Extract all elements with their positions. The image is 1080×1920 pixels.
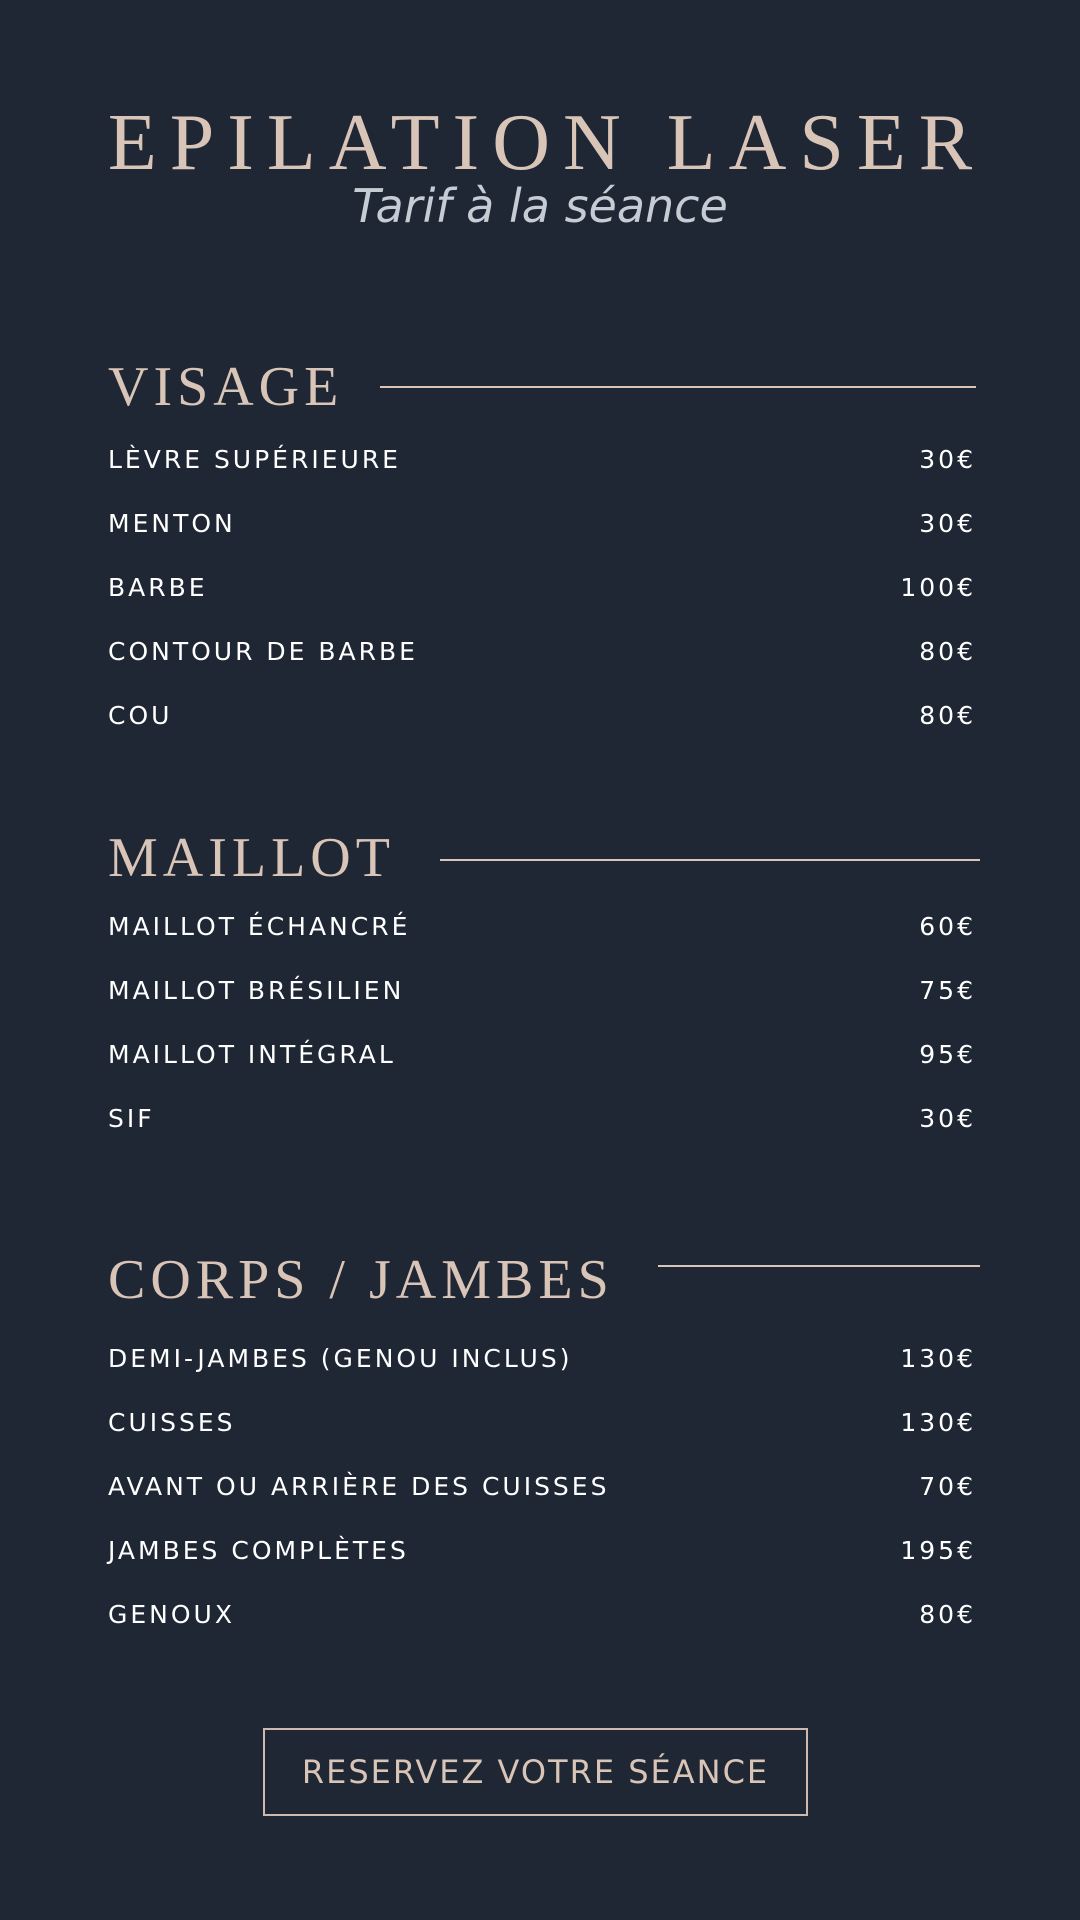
page-subtitle: Tarif à la séance	[352, 179, 728, 233]
price-row	[108, 620, 976, 684]
item-name: MAILLOT ÉCHANCRÉ	[108, 912, 411, 941]
price-row	[108, 1583, 976, 1647]
item-price: 195€	[900, 1536, 976, 1565]
section-header	[108, 352, 976, 422]
item-price: 70€	[919, 1472, 976, 1501]
item-name: LÈVRE SUPÉRIEURE	[108, 445, 401, 474]
price-row	[108, 1519, 976, 1583]
item-price: 30€	[919, 445, 976, 474]
price-row	[108, 492, 976, 556]
price-row	[108, 959, 976, 1023]
section-divider	[658, 1265, 980, 1267]
price-row	[108, 1327, 976, 1391]
section-divider	[440, 859, 980, 861]
item-name: GENOUX	[108, 1600, 235, 1629]
item-price: 130€	[900, 1344, 976, 1373]
price-row	[108, 1087, 976, 1151]
item-price: 100€	[900, 573, 976, 602]
section-visage	[108, 352, 976, 748]
item-name: CUISSES	[108, 1408, 236, 1437]
item-price: 30€	[919, 1104, 976, 1133]
price-row	[108, 1455, 976, 1519]
item-price: 30€	[919, 509, 976, 538]
item-price: 80€	[919, 637, 976, 666]
section-title: VISAGE	[108, 356, 344, 418]
item-name: MENTON	[108, 509, 236, 538]
price-row	[108, 1391, 976, 1455]
item-price: 95€	[919, 1040, 976, 1069]
item-price: 80€	[919, 701, 976, 730]
item-name: JAMBES COMPLÈTES	[108, 1536, 409, 1565]
item-name: MAILLOT INTÉGRAL	[108, 1040, 396, 1069]
item-name: BARBE	[108, 573, 208, 602]
price-row	[108, 1023, 976, 1087]
page-title: EPILATION LASER	[107, 99, 986, 187]
section-header	[108, 1245, 976, 1315]
section-maillot	[108, 823, 976, 1151]
section-title: MAILLOT	[108, 827, 395, 889]
section-divider	[380, 386, 976, 388]
item-name: COU	[108, 701, 173, 730]
item-name: MAILLOT BRÉSILIEN	[108, 976, 405, 1005]
item-price: 60€	[919, 912, 976, 941]
item-price: 80€	[919, 1600, 976, 1629]
book-session-button[interactable]: RESERVEZ VOTRE SÉANCE	[263, 1728, 808, 1816]
page-header	[0, 98, 1080, 234]
item-price: 75€	[919, 976, 976, 1005]
section-header	[108, 823, 976, 893]
item-name: CONTOUR DE BARBE	[108, 637, 418, 666]
price-row	[108, 895, 976, 959]
item-name: DEMI-JAMBES (GENOU INCLUS)	[108, 1344, 573, 1373]
item-name: AVANT OU ARRIÈRE DES CUISSES	[108, 1472, 610, 1501]
item-price: 130€	[900, 1408, 976, 1437]
section-title: CORPS / JAMBES	[108, 1249, 614, 1311]
section-corps-jambes	[108, 1245, 976, 1647]
price-row	[108, 428, 976, 492]
price-row	[108, 556, 976, 620]
price-row	[108, 684, 976, 748]
item-name: SIF	[108, 1104, 155, 1133]
